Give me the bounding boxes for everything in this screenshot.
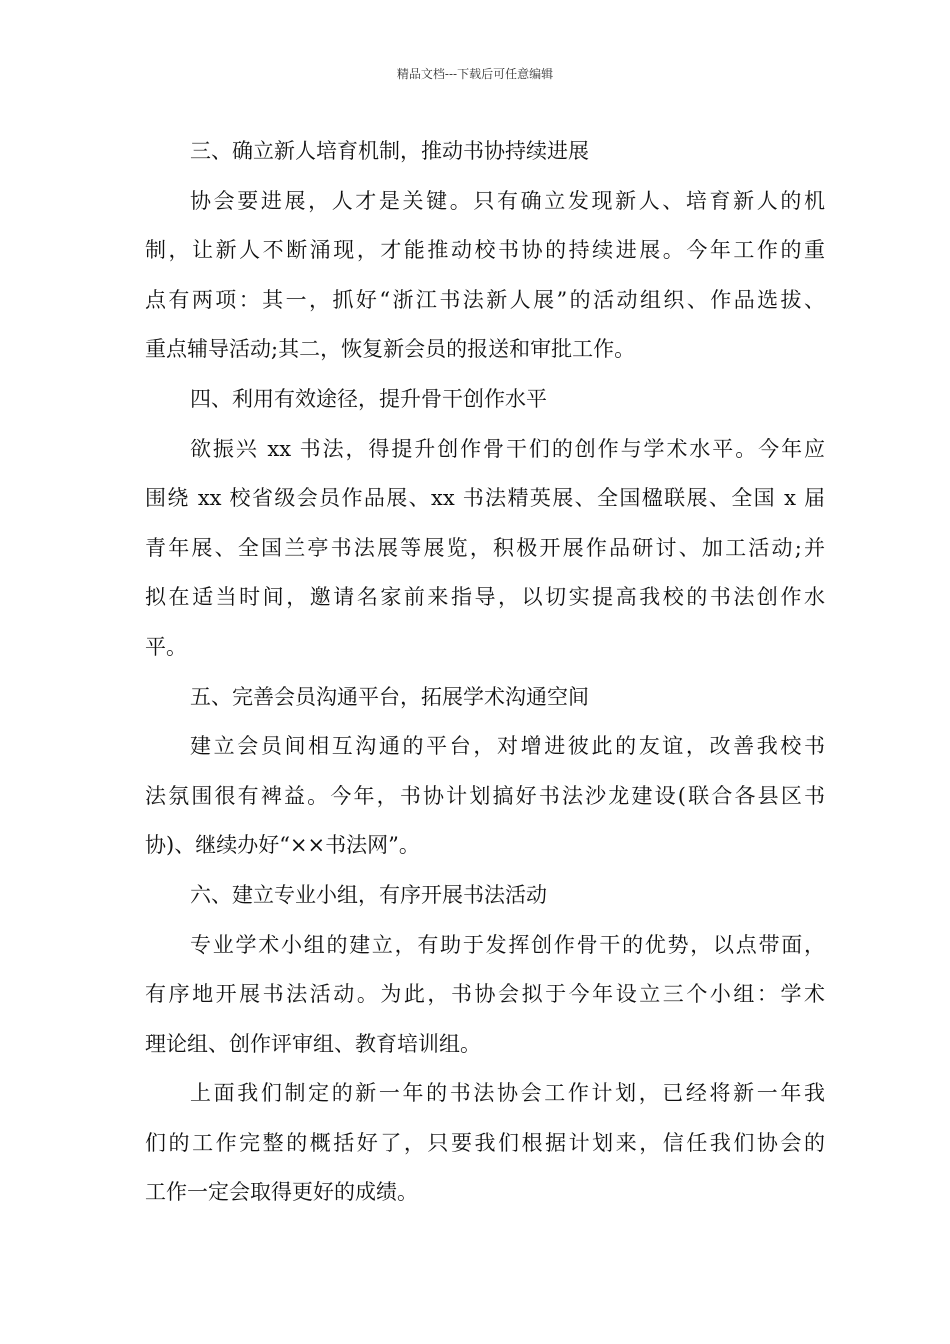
section-3 [145,127,825,375]
document-body [145,127,825,1218]
page-header: 精品文档---下载后可任意编辑 [396,67,554,81]
paragraph-line: 青年展、全国兰亭书法展等展览，积极开展作品研讨、加工活动;并 [145,535,825,560]
paragraph-line: 建立会员间相互沟通的平台，对增进彼此的友谊，改善我校书 [190,734,825,759]
section-heading: 四、利用有效途径，提升骨干创作水平 [190,386,547,411]
paragraph-line: 欲振兴 xx 书法，得提升创作骨干们的创作与学术水平。今年应 [190,436,825,461]
paragraph-line: 工作一定会取得更好的成绩。 [145,1180,418,1205]
paragraph-line: 理论组、创作评审组、教育培训组。 [145,1031,481,1056]
paragraph-line: 们的工作完整的概括好了，只要我们根据计划来，信任我们协会的 [145,1130,825,1155]
paragraph-line: 专业学术小组的建立，有助于发挥创作骨干的优势，以点带面， [190,932,825,957]
paragraph-line: 重点辅导活动;其二，恢复新会员的报送和审批工作。 [145,337,636,362]
paragraph-line: 协)、继续办好“××书法网”。 [145,833,420,858]
paragraph-line: 拟在适当时间，邀请名家前来指导，以切实提高我校的书法创作水 [145,585,825,610]
paragraph-line: 上面我们制定的新一年的书法协会工作计划，已经将新一年我 [190,1081,825,1106]
paragraph-line: 有序地开展书法活动。为此，书协会拟于今年设立三个小组：学术 [145,982,825,1007]
section-5 [145,673,825,871]
section-heading: 五、完善会员沟通平台，拓展学术沟通空间 [190,684,589,709]
paragraph-line: 平。 [145,634,187,659]
section-6 [145,871,825,1069]
paragraph-line: 制，让新人不断涌现，才能推动校书协的持续进展。今年工作的重 [145,238,825,263]
closing-paragraph [145,1069,825,1218]
section-4 [145,375,825,673]
section-heading: 六、建立专业小组，有序开展书法活动 [190,882,547,907]
section-heading: 三、确立新人培育机制，推动书协持续进展 [190,139,589,163]
paragraph-line: 点有两项：其一，抓好“浙江书法新人展”的活动组织、作品选拔、 [145,287,825,312]
paragraph-line: 法氛围很有裨益。今年，书协计划搞好书法沙龙建设(联合各县区书 [145,783,825,808]
paragraph-line: 协会要进展，人才是关键。只有确立发现新人、培育新人的机 [190,188,825,213]
paragraph-line: 围绕 xx 校省级会员作品展、xx 书法精英展、全国楹联展、全国 x 届 [145,486,825,511]
